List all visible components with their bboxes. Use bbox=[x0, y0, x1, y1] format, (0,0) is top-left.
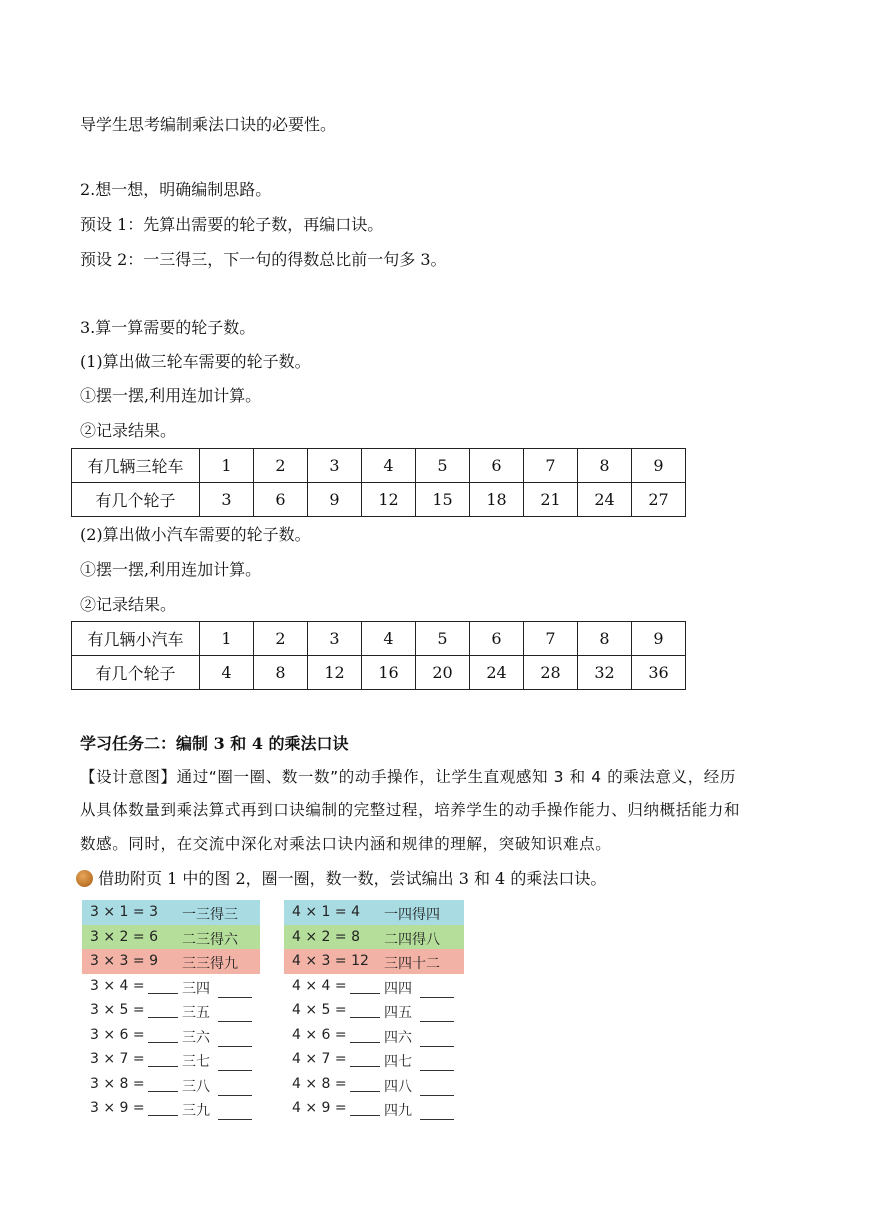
answer-blank[interactable] bbox=[148, 1005, 178, 1018]
table-cell: 6 bbox=[470, 449, 524, 483]
table-row bbox=[284, 1023, 464, 1048]
part2-item1: ①摆一摆,利用连加计算。 bbox=[80, 560, 262, 579]
rhyme: 三七 bbox=[182, 1054, 210, 1070]
table-row bbox=[72, 449, 686, 483]
table-cell: 24 bbox=[578, 483, 632, 517]
table-cell: 1 bbox=[200, 449, 254, 483]
part2-title: (2)算出做小汽车需要的轮子数。 bbox=[80, 525, 311, 544]
table-cell: 21 bbox=[524, 483, 578, 517]
task2-title: 学习任务二：编制 3 和 4 的乘法口诀 bbox=[80, 734, 349, 753]
table-cell: 9 bbox=[632, 449, 686, 483]
answer-blank[interactable] bbox=[350, 1030, 380, 1043]
car-wheel-table bbox=[71, 621, 686, 690]
table-cell: 6 bbox=[254, 483, 308, 517]
part2-item2: ②记录结果。 bbox=[80, 595, 177, 614]
rhyme-blank[interactable] bbox=[420, 1034, 454, 1047]
rhyme: 四七 bbox=[384, 1054, 412, 1070]
equation: 3 × 9 = bbox=[90, 1100, 145, 1116]
rhyme: 一四得四 bbox=[384, 907, 440, 923]
row-label: 有几辆小汽车 bbox=[72, 622, 200, 656]
equation: 3 × 4 = bbox=[90, 977, 145, 994]
rhyme: 二三得六 bbox=[182, 931, 238, 948]
rhyme: 三九 bbox=[182, 1103, 210, 1119]
table-cell: 6 bbox=[470, 622, 524, 656]
table-row bbox=[82, 998, 260, 1023]
equation: 3 × 6 = bbox=[90, 1026, 145, 1043]
table-cell: 3 bbox=[200, 483, 254, 517]
equation: 3 × 3 = 9 bbox=[90, 953, 158, 969]
equation: 3 × 1 = 3 bbox=[90, 904, 158, 920]
preset1-text: 预设 1：先算出需要的轮子数，再编口诀。 bbox=[80, 215, 384, 234]
instruction-text: 借助附页 1 中的图 2，圈一圈，数一数，尝试编出 3 和 4 的乘法口诀。 bbox=[98, 869, 607, 888]
bullet-icon bbox=[76, 870, 93, 887]
rhyme: 四五 bbox=[384, 1005, 412, 1021]
answer-blank[interactable] bbox=[350, 981, 380, 994]
rhyme: 四九 bbox=[384, 1103, 412, 1119]
table-row bbox=[82, 1096, 260, 1121]
table-row bbox=[284, 900, 464, 925]
rhyme: 三六 bbox=[182, 1029, 210, 1046]
answer-blank[interactable] bbox=[350, 1054, 380, 1067]
table-cell: 3 bbox=[308, 449, 362, 483]
design-intent-line1: 【设计意图】通过“圈一圈、数一数”的动手操作，让学生直观感知 3 和 4 的乘法意义，经历 bbox=[80, 768, 736, 786]
table-cell: 32 bbox=[578, 656, 632, 690]
rhyme-blank[interactable] bbox=[420, 1058, 454, 1071]
table-cell: 3 bbox=[308, 622, 362, 656]
rhyme: 四八 bbox=[384, 1078, 412, 1095]
table-row bbox=[72, 656, 686, 690]
table-cell: 4 bbox=[362, 449, 416, 483]
equation: 3 × 7 = bbox=[90, 1051, 145, 1067]
equation: 4 × 4 = bbox=[292, 977, 347, 994]
rhyme: 三四十二 bbox=[384, 956, 440, 972]
answer-blank[interactable] bbox=[148, 1103, 178, 1116]
answer-blank[interactable] bbox=[148, 1054, 178, 1067]
tricycle-wheel-table bbox=[71, 448, 686, 517]
table-row bbox=[284, 1047, 464, 1072]
rhyme-blank[interactable] bbox=[420, 1009, 454, 1022]
rhyme-blank[interactable] bbox=[218, 985, 252, 998]
rhyme-blank[interactable] bbox=[420, 1107, 454, 1120]
table-cell: 8 bbox=[578, 622, 632, 656]
answer-blank[interactable] bbox=[350, 1079, 380, 1092]
table-row bbox=[82, 925, 260, 950]
table-cell: 5 bbox=[416, 449, 470, 483]
table-row bbox=[284, 1072, 464, 1097]
answer-blank[interactable] bbox=[148, 981, 178, 994]
table-row bbox=[82, 1072, 260, 1097]
equation: 4 × 8 = bbox=[292, 1075, 347, 1092]
rhyme-blank[interactable] bbox=[218, 1058, 252, 1071]
table-row bbox=[82, 1023, 260, 1048]
table-row bbox=[82, 900, 260, 925]
equation: 4 × 9 = bbox=[292, 1100, 347, 1116]
table-cell: 24 bbox=[470, 656, 524, 690]
rhyme-blank[interactable] bbox=[218, 1034, 252, 1047]
table-row bbox=[82, 949, 260, 974]
intro-tail-text: 导学生思考编制乘法口诀的必要性。 bbox=[80, 115, 337, 134]
table-row bbox=[284, 998, 464, 1023]
rhyme-blank[interactable] bbox=[218, 1107, 252, 1120]
table-cell: 5 bbox=[416, 622, 470, 656]
rhyme-blank[interactable] bbox=[420, 1083, 454, 1096]
table-cell: 27 bbox=[632, 483, 686, 517]
table-row bbox=[82, 974, 260, 999]
equation: 4 × 7 = bbox=[292, 1051, 347, 1067]
table-cell: 9 bbox=[308, 483, 362, 517]
part1-item1: ①摆一摆,利用连加计算。 bbox=[80, 386, 262, 405]
rhyme: 三八 bbox=[182, 1078, 210, 1095]
table-cell: 8 bbox=[254, 656, 308, 690]
answer-blank[interactable] bbox=[148, 1030, 178, 1043]
table-cell: 7 bbox=[524, 449, 578, 483]
answer-blank[interactable] bbox=[350, 1103, 380, 1116]
table-row bbox=[72, 483, 686, 517]
design-intent-line3: 数感。同时，在交流中深化对乘法口诀内涵和规律的理解，突破知识难点。 bbox=[80, 835, 612, 853]
table-cell: 20 bbox=[416, 656, 470, 690]
equation: 4 × 3 = 12 bbox=[292, 953, 369, 969]
equation: 3 × 2 = 6 bbox=[90, 928, 158, 945]
table-row bbox=[284, 1096, 464, 1121]
equation: 3 × 8 = bbox=[90, 1075, 145, 1092]
rhyme: 四六 bbox=[384, 1029, 412, 1046]
table-row bbox=[284, 925, 464, 950]
answer-blank[interactable] bbox=[148, 1079, 178, 1092]
table-cell: 4 bbox=[362, 622, 416, 656]
table-cell: 1 bbox=[200, 622, 254, 656]
table-row bbox=[284, 949, 464, 974]
table-cell: 36 bbox=[632, 656, 686, 690]
rhyme-blank[interactable] bbox=[218, 1009, 252, 1022]
part1-item2: ②记录结果。 bbox=[80, 421, 177, 440]
rhyme-blank[interactable] bbox=[420, 985, 454, 998]
equation: 4 × 2 = 8 bbox=[292, 928, 360, 945]
table-cell: 12 bbox=[362, 483, 416, 517]
table-cell: 28 bbox=[524, 656, 578, 690]
rhyme: 一三得三 bbox=[182, 907, 238, 923]
row-label: 有几个轮子 bbox=[72, 656, 200, 690]
equation: 4 × 6 = bbox=[292, 1026, 347, 1043]
rhyme: 四四 bbox=[384, 980, 412, 997]
table-cell: 9 bbox=[632, 622, 686, 656]
table-cell: 4 bbox=[200, 656, 254, 690]
row-label: 有几个轮子 bbox=[72, 483, 200, 517]
design-intent-line2: 从具体数量到乘法算式再到口诀编制的完整过程，培养学生的动手操作能力、归纳概括能力和 bbox=[80, 801, 741, 819]
step3-title: 3.算一算需要的轮子数。 bbox=[80, 318, 256, 337]
rhyme: 二四得八 bbox=[384, 931, 440, 948]
row-label: 有几辆三轮车 bbox=[72, 449, 200, 483]
table-cell: 12 bbox=[308, 656, 362, 690]
equation: 4 × 1 = 4 bbox=[292, 904, 360, 920]
answer-blank[interactable] bbox=[350, 1005, 380, 1018]
rhyme-blank[interactable] bbox=[218, 1083, 252, 1096]
table-cell: 2 bbox=[254, 622, 308, 656]
table-cell: 15 bbox=[416, 483, 470, 517]
rhyme: 三四 bbox=[182, 980, 210, 997]
table-cell: 2 bbox=[254, 449, 308, 483]
table-cell: 16 bbox=[362, 656, 416, 690]
rhyme: 三五 bbox=[182, 1005, 210, 1021]
table-row bbox=[82, 1047, 260, 1072]
equation: 3 × 5 = bbox=[90, 1002, 145, 1018]
table-cell: 18 bbox=[470, 483, 524, 517]
table-row bbox=[72, 622, 686, 656]
preset2-text: 预设 2：一三得三，下一句的得数总比前一句多 3。 bbox=[80, 250, 447, 269]
table-row bbox=[284, 974, 464, 999]
equation: 4 × 5 = bbox=[292, 1002, 347, 1018]
table-cell: 7 bbox=[524, 622, 578, 656]
step2-title: 2.想一想，明确编制思路。 bbox=[80, 180, 272, 199]
multiplication-table-4 bbox=[284, 900, 464, 1121]
rhyme: 三三得九 bbox=[182, 956, 238, 972]
table-cell: 8 bbox=[578, 449, 632, 483]
part1-title: (1)算出做三轮车需要的轮子数。 bbox=[80, 352, 311, 371]
multiplication-table-3 bbox=[82, 900, 260, 1121]
